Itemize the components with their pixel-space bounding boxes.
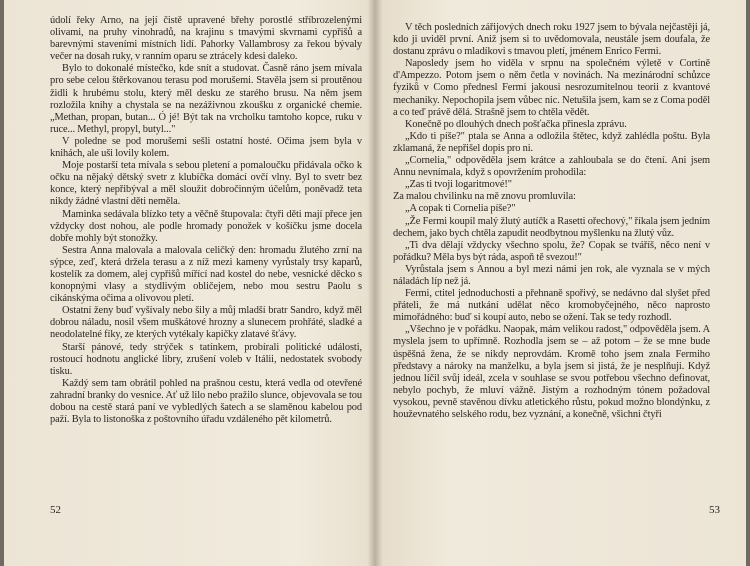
paragraph: V poledne se pod morušemi sešli ostatní hosté. Očima jsem byla v knihách, ale uši lovily kolem. — [50, 135, 362, 160]
paragraph: „Všechno je v pořádku. Naopak, mám velikou radost," odpověděla jsem. A myslela jsem to upřímně. Rozhodla jsem se – až potom – že se mne bude úspěšná žena, že se nikdy neprovdám. Kromě toho jsem znala Fermiho představy a nároky na manželku, a byla jsem si jistá, že je nesplňuji. Když jednou líčil svůj ideál, zcela v souhlase se svou potřebou všechno definovat, nebylo pochyb, že mluví vážně. Jistým a rozhodným tónem požadoval vysokou, pevně stavěnou dívku atletického růstu, pokud možno blondýnku, z houževnatého selského rodu, bez vyznání, a konečně, všichni čtyři — [393, 324, 710, 420]
paragraph: Vyrůstala jsem s Annou a byl mezi námi jen rok, ale vyznala se v mých náladách líp než já. — [393, 263, 710, 287]
paragraph: „A copak ti Cornelia píše?" — [405, 203, 516, 215]
paragraph: „Zas ti tvoji logaritmové!" — [405, 179, 512, 191]
paragraph: Fermi, ctitel jednoduchosti a přehnaně spořivý, se nedávno dal slyšet před přáteli, že má nutkání udělat něco kromobyčejného, něco naprosto mimořádného: buď si koupí auto, nebo se ožení. Tak se tedy rozhodl. — [393, 288, 710, 324]
paragraph: V těch posledních zářijových dnech roku 1927 jsem to bývala nejčastěji já, kdo ji uviděl první. Aniž jsem si to uvědomovala, neustále jsem doufala, že dostanu zprávu o mladíkovi s tmavou pletí, jménem Enrico Fermi. — [393, 22, 710, 58]
right-page — [375, 0, 750, 566]
paragraph: „Cornelia," odpověděla jsem krátce a zahloubala se do čtení. Ani jsem Annu nevnímala, když s opovržením prohodila: — [393, 155, 710, 179]
paragraph: údolí řeky Arno, na její čistě upravené břehy porostlé stříbrozelenými olivami, na pruhy vinohradů, na krajinu s tmavými skvrnami cypřišů a barevnými staveními místních lidí. Pahorky Vallambrosy za řekou bývaly večer na dosah ruky, v ranním oparu se ztrácely kdesi daleko. — [50, 15, 362, 63]
paragraph: Maminka sedávala blízko tety a věčně štupovala: čtyři děti mají přece jen vždycky dost nohou, ale podle hromady ponožek v košíčku jsme docela dobře mohly být stonožky. — [50, 208, 362, 244]
paragraph: Bylo to dokonalé místečko, kde snít a studovat. Časně ráno jsem mívala pro sebe celou štěrkovanou terasu pod morušemi. Stavěla jsem si proutěnou židli k hrubému stolu, který měl desku ze starého brusu. Na něm jsem rozložila knihy a chystala se na nezáživnou zkoušku z organické chemie. „Methan, propan, butan... Ó jé! Být tak na vrcholku tamtoho kopce, ruku v ruce... Methyl, propyl, butyl..." — [50, 63, 362, 135]
page-number-right: 53 — [709, 504, 720, 516]
paragraph: Starší pánové, tedy strýček s tatínkem, probírali politické události, rostoucí hodnotu anglické libry, zrušení voleb v Itálii, nedostatek svobody tisku. — [50, 341, 362, 377]
paragraph: Naposledy jsem ho viděla v srpnu na společném výletě v Cortině d'Ampezzo. Potom jsem o něm četla v novinách. Na mezinárodní schůzce fyziků v Como přednesl Fermi jakousi nesrozumitelnou teorii z kvantové mechaniky. Nepochopila jsem vůbec nic. Netušila jsem, kam se z Coma poděl a co teď právě dělá. Strašně jsem to chtěla vědět. — [393, 58, 710, 118]
paragraph: Ostatní ženy buď vyšívaly nebo šily a můj mladší bratr Sandro, když měl dobrou náladu, nosil všem muškátové hrozny a slunecem prohřáté, sladké a neodolatelné fíky, ze kterých vytékaly kapičky zlatavé šťávy. — [50, 305, 362, 341]
paragraph: „Ti dva dělají vždycky všechno spolu, že? Copak se tváříš, něco není v pořádku? Měla bys být ráda, aspoň tě svezou!" — [393, 239, 710, 263]
paragraph: „Že Fermi koupil malý žlutý autíčk a Rasetti ořechový," říkala jsem jedním dechem, jako bych chtěla zapudit neodbytnou myšlenku na žlutý vůz. — [393, 215, 710, 239]
paragraph: Moje postarší teta mívala s sebou pletení a pomaloučku přidávala očko k očku na nějaký dětský svetr z klubíčka domácí ovčí vlny. Byl to svetr bez konce, který nepřibýval a měl sloužit dobročinným účelům, poněvadž teta nikdy žádné vlastní děti neměla. — [50, 160, 362, 208]
paragraph: Za malou chvilinku na mě znovu promluvila: — [393, 191, 576, 203]
paragraph: Konečně po dlouhých dnech pošťačka přinesla zprávu. — [405, 118, 627, 130]
page-number-left: 52 — [50, 504, 61, 516]
paragraph: Sestra Anna malovala a malovala celičký den: hromadu žlutého zrní na sýpce, zeď, která držela terasu a z níž mezi kameny vyrůstaly trsy kaparů, kostelík za domem, alej cypřišů mířící nad kostel do nebe, vesnické děcko s konopnými vlasy a stydlivým obličejem, nebo mou sestru Paolu s cikánskýma očima a olivovou pletí. — [50, 244, 362, 305]
paragraph: „Kdo ti píše?" ptala se Anna a odložila štětec, když zahlédla poštu. Byla zklamaná, že nepřišel dopis pro ni. — [393, 130, 710, 154]
paragraph: Každý sem tam obrátil pohled na prašnou cestu, která vedla od otevřené zahradní branky do vesnice. Ať už lilo nebo pražilo slunce, objevovala se tou dobou na cestě stará paní ve vybledlých šatech a se slaměnou kabelou pod paží. Byla to listonoška z poštovního úřadu vzdáleného pět kilometrů. — [50, 377, 362, 426]
right-page-text — [393, 22, 710, 421]
left-page-text — [50, 15, 362, 426]
